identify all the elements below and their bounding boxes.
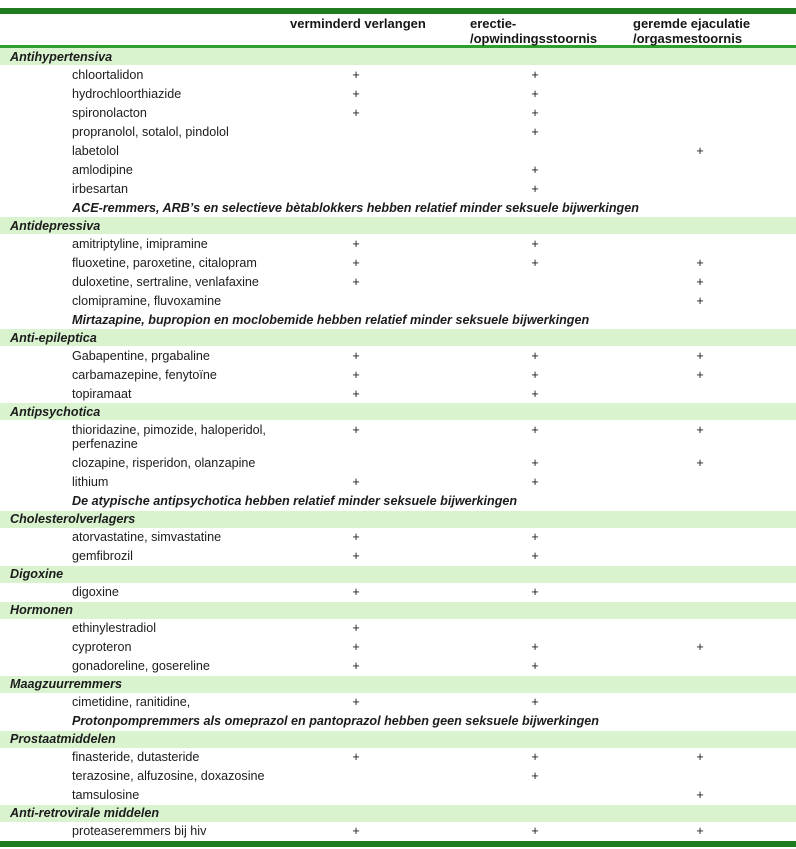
plus-mark-cell: + <box>352 475 360 489</box>
plus-mark-cell: + <box>696 255 704 270</box>
plus-mark-cell: + <box>352 549 360 563</box>
section-title: Hormonen <box>10 603 73 617</box>
table-row <box>0 84 796 103</box>
plus-mark-cell: + <box>531 386 539 401</box>
drug-name: propranolol, sotalol, pindolol <box>72 124 229 139</box>
plus-mark-cell: + <box>531 585 539 599</box>
drug-name: tamsulosine <box>72 788 140 802</box>
drug-name: atorvastatine, simvastatine <box>72 530 222 544</box>
plus-mark-cell: + <box>352 695 360 709</box>
table-row <box>0 454 796 473</box>
table-header <box>0 14 796 45</box>
plus-mark-cell: + <box>531 549 539 563</box>
column-header-line2: /opwindingsstoornis <box>470 31 598 46</box>
table-row <box>0 65 796 84</box>
section-header-anti-epileptica <box>0 329 796 346</box>
plus-mark-cell: + <box>696 367 704 382</box>
plus-mark-cell: + <box>531 640 539 654</box>
plus-mark-cell: + <box>352 422 360 437</box>
plus-mark-cell: + <box>531 67 539 82</box>
column-header-line1: verminderd verlangen <box>290 16 426 31</box>
plus-mark-cell: + <box>696 293 704 308</box>
plus-mark-cell: + <box>531 530 539 544</box>
drug-name: fluoxetine, paroxetine, citalopram <box>72 255 257 270</box>
section-note: De atypische antipsychotica hebben relatief minder seksuele bijwerkingen <box>72 494 518 508</box>
table-row <box>0 657 796 676</box>
plus-mark-cell: + <box>531 456 539 470</box>
table-row <box>0 473 796 492</box>
column-header-line2: /orgasmestoornis <box>633 31 743 46</box>
table-row <box>0 272 796 291</box>
drug-name: gemfibrozil <box>72 549 133 563</box>
section-title: Antipsychotica <box>10 404 101 419</box>
plus-mark-cell: + <box>696 274 704 289</box>
section-header-anti-retrovirale-middelen <box>0 805 796 822</box>
section-title: Digoxine <box>10 567 64 581</box>
drug-name: clozapine, risperidon, olanzapine <box>72 456 256 470</box>
column-header-geremde-ejaculatie-orgasmestoornis <box>633 16 750 46</box>
drug-name: duloxetine, sertraline, venlafaxine <box>72 274 259 289</box>
plus-mark-cell: + <box>352 530 360 544</box>
section-title: Antihypertensiva <box>10 49 113 64</box>
table-row <box>0 103 796 122</box>
plus-mark-cell: + <box>352 348 360 363</box>
section-header-prostaatmiddelen <box>0 731 796 748</box>
plus-mark-cell: + <box>531 255 539 270</box>
plus-mark-cell: + <box>531 750 539 764</box>
plus-mark-cell: + <box>352 640 360 654</box>
table-row <box>0 748 796 767</box>
table-row <box>0 583 796 602</box>
plus-mark-cell: + <box>531 162 539 177</box>
plus-mark-cell: + <box>352 274 360 289</box>
section-header-hormonen <box>0 602 796 619</box>
section-header-antihypertensiva <box>0 48 796 65</box>
table-row <box>0 384 796 403</box>
plus-mark-cell: + <box>531 236 539 251</box>
section-title: Cholesterolverlagers <box>10 512 136 526</box>
plus-mark-cell: + <box>352 750 360 764</box>
drug-name: irbesartan <box>72 181 129 196</box>
section-header-antipsychotica <box>0 403 796 420</box>
table-row <box>0 619 796 638</box>
plus-mark-cell: + <box>531 422 539 437</box>
plus-mark-cell: + <box>352 255 360 270</box>
table-row <box>0 253 796 272</box>
plus-mark-cell: + <box>352 67 360 82</box>
plus-mark-cell: + <box>352 659 360 673</box>
plus-mark-cell: + <box>352 585 360 599</box>
column-header-line1: erectie- <box>470 16 517 31</box>
drug-name: thioridazine, pimozide, haloperidol, perfenazine <box>72 422 266 451</box>
drug-name: clomipramine, fluvoxamine <box>72 293 222 308</box>
table-row <box>0 693 796 712</box>
plus-mark-cell: + <box>352 621 360 635</box>
plus-mark-cell: + <box>696 143 704 158</box>
section-note: Mirtazapine, bupropion en moclobemide hebben relatief minder seksuele bijwerkingen <box>72 312 590 327</box>
table-row <box>0 767 796 786</box>
section-note: Protonpompremmers als omeprazol en pantoprazol hebben geen seksuele bijwerkingen <box>72 714 599 728</box>
table-body <box>0 48 796 841</box>
table-row <box>0 547 796 566</box>
plus-mark-cell: + <box>696 824 704 838</box>
plus-mark-cell: + <box>352 386 360 401</box>
plus-mark-cell: + <box>696 456 704 470</box>
drug-name: digoxine <box>72 585 119 599</box>
table-row <box>0 822 796 841</box>
table-row <box>0 291 796 310</box>
section-title: Anti-epileptica <box>10 330 97 345</box>
plus-mark-cell: + <box>696 422 704 437</box>
drug-name: proteaseremmers bij hiv <box>72 824 207 838</box>
column-header-verminderd-verlangen <box>290 16 426 31</box>
plus-mark-cell: + <box>696 348 704 363</box>
table-row <box>0 528 796 547</box>
plus-mark-cell: + <box>531 824 539 838</box>
table-row <box>0 141 796 160</box>
table-row <box>0 346 796 365</box>
drug-name: carbamazepine, fenytoïne <box>72 367 217 382</box>
drug-name: finasteride, dutasteride <box>72 750 200 764</box>
plus-mark-cell: + <box>531 695 539 709</box>
section-header-digoxine <box>0 566 796 583</box>
table-row <box>0 420 796 454</box>
plus-mark-cell: + <box>352 236 360 251</box>
drug-name: chloortalidon <box>72 67 144 82</box>
drug-name: gonadoreline, gosereline <box>72 659 210 673</box>
plus-mark-cell: + <box>531 86 539 101</box>
section-header-cholesterolverlagers <box>0 511 796 528</box>
section-title: Antidepressiva <box>10 218 101 233</box>
plus-mark-cell: + <box>531 181 539 196</box>
drug-name: ethinylestradiol <box>72 621 157 635</box>
plus-mark-cell: + <box>696 640 704 654</box>
plus-mark-cell: + <box>696 750 704 764</box>
drug-name: spironolacton <box>72 105 147 120</box>
plus-mark-cell: + <box>531 105 539 120</box>
column-header-erectie-opwindingsstoornis <box>470 16 597 46</box>
plus-mark-cell: + <box>531 659 539 673</box>
plus-mark-cell: + <box>531 769 539 783</box>
drug-name: Gabapentine, prgabaline <box>72 348 210 363</box>
drug-name: hydrochloorthiazide <box>72 86 182 101</box>
plus-mark-cell: + <box>531 348 539 363</box>
drug-name: amitriptyline, imipramine <box>72 236 208 251</box>
table-row <box>0 179 796 198</box>
table-row <box>0 160 796 179</box>
plus-mark-cell: + <box>352 367 360 382</box>
drug-name: terazosine, alfuzosine, doxazosine <box>72 769 265 783</box>
drug-name: cimetidine, ranitidine, <box>72 695 191 709</box>
table-row <box>0 638 796 657</box>
drug-name: topiramaat <box>72 386 132 401</box>
plus-mark-cell: + <box>352 105 360 120</box>
section-note: ACE-remmers, ARB’s en selectieve bètablokkers hebben relatief minder seksuele bijwerkingen <box>72 200 639 215</box>
table-row <box>0 786 796 805</box>
drug-name: labetolol <box>72 143 119 158</box>
section-header-maagzuurremmers <box>0 676 796 693</box>
column-header-line1: geremde ejaculatie <box>633 16 751 31</box>
section-title: Anti-retrovirale middelen <box>10 806 160 820</box>
plus-mark-cell: + <box>531 475 539 489</box>
plus-mark-cell: + <box>352 86 360 101</box>
table-row <box>0 122 796 141</box>
section-title: Maagzuurremmers <box>10 677 122 691</box>
table-row <box>0 234 796 253</box>
table-row <box>0 365 796 384</box>
plus-mark-cell: + <box>696 788 704 802</box>
plus-mark-cell: + <box>352 824 360 838</box>
section-title: Prostaatmiddelen <box>10 732 116 746</box>
drug-name: lithium <box>72 475 109 489</box>
drug-name: cyproteron <box>72 640 132 654</box>
section-header-antidepressiva <box>0 217 796 234</box>
plus-mark-cell: + <box>531 124 539 139</box>
drug-name: amlodipine <box>72 162 133 177</box>
bottom-border-bar <box>0 841 796 847</box>
plus-mark-cell: + <box>531 367 539 382</box>
